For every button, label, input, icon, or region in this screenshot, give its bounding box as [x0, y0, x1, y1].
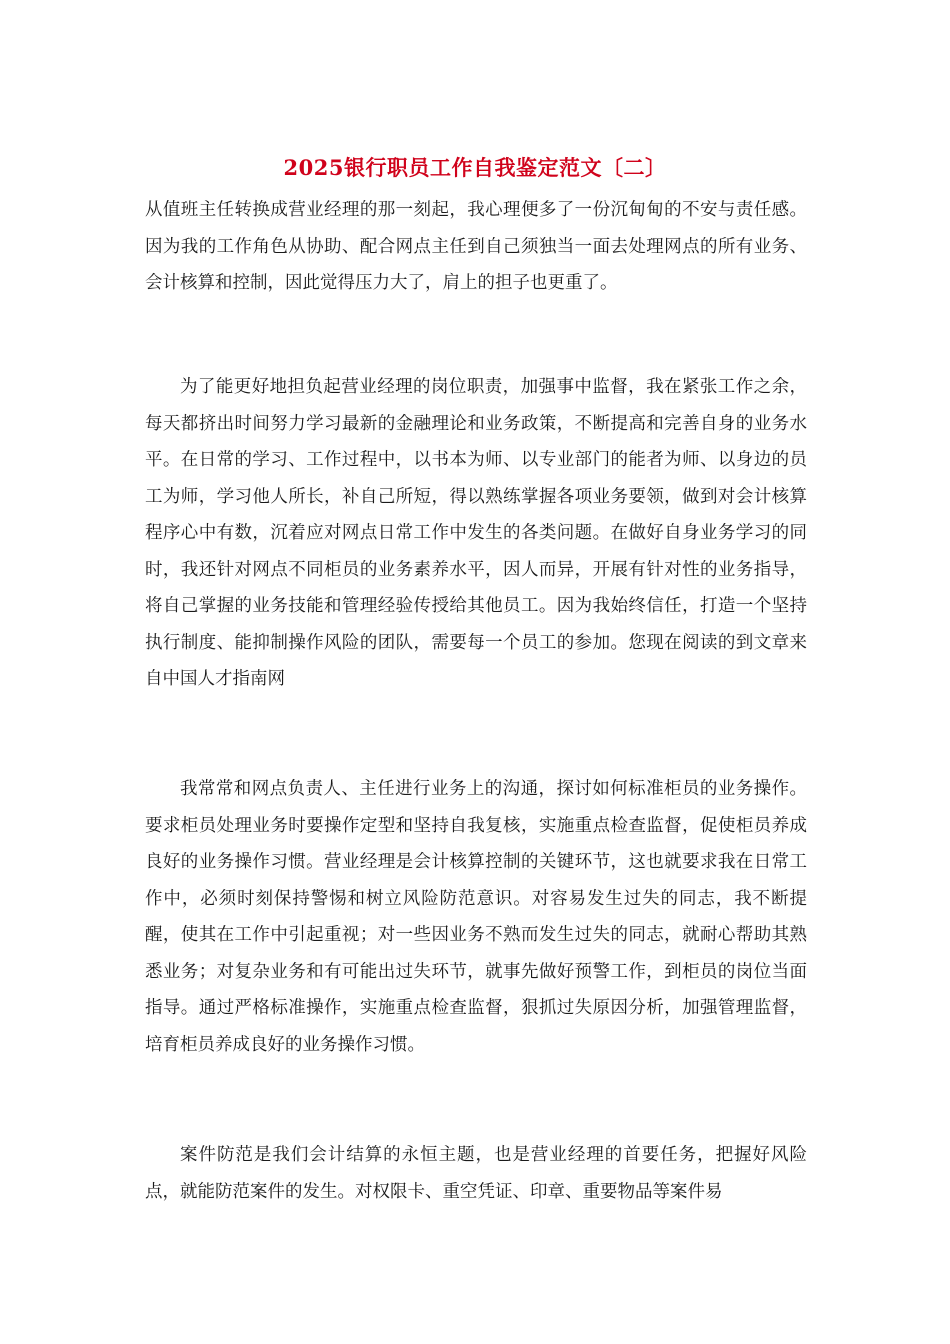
paragraph-3: 我常常和网点负责人、主任进行业务上的沟通，探讨如何标准柜员的业务操作。要求柜员处理业务时要操作定型和坚持自我复核，实施重点检查监督，促使柜员养成良好的业务操作习惯。营业经理是会计核算控制的关键环节，这也就要求我在日常工作中，必须时刻保持警惕和树立风险防范意识。对容易发生过失的同志，我不断提醒，使其在工作中引起重视；对一些因业务不熟而发生过失的同志，就耐心帮助其熟悉业务；对复杂业务和有可能出过失环节，就事先做好预警工作，到柜员的岗位当面指导。通过严格标准操作，实施重点检查监督，狠抓过失原因分析，加强管理监督，培育柜员养成良好的业务操作习惯。 — [145, 779, 807, 1055]
paragraph-2: 为了能更好地担负起营业经理的岗位职责，加强事中监督，我在紧张工作之余，每天都挤出时间努力学习最新的金融理论和业务政策，不断提高和完善自身的业务水平。在日常的学习、工作过程中，以书本为师、以专业部门的能者为师、以身边的员工为师，学习他人所长，补自己所短，得以熟练掌握各项业务要领，做到对会计核算程序心中有数，沉着应对网点日常工作中发生的各类问题。在做好自身业务学习的同时，我还针对网点不同柜员的业务素养水平，因人而异，开展有针对性的业务指导，将自己掌握的业务技能和管理经验传授给其他员工。因为我始终信任，打造一个坚持执行制度、能抑制操作风险的团队，需要每一个员工的参加。您现在阅读的到文章来自中国人才指南网 — [145, 377, 807, 689]
paragraph-4: 案件防范是我们会计结算的永恒主题，也是营业经理的首要任务，把握好风险点，就能防范案件的发生。对权限卡、重空凭证、印章、重要物品等案件易 — [145, 1145, 807, 1202]
paragraph-1: 从值班主任转换成营业经理的那一刻起，我心理便多了一份沉甸甸的不安与责任感。因为我的工作角色从协助、配合网点主任到自己须独当一面去处理网点的所有业务、会计核算和控制，因此觉得压力大了，肩上的担子也更重了。 — [145, 200, 807, 293]
document-title: 2025银行职员工作自我鉴定范文〔二〕 — [283, 155, 667, 180]
